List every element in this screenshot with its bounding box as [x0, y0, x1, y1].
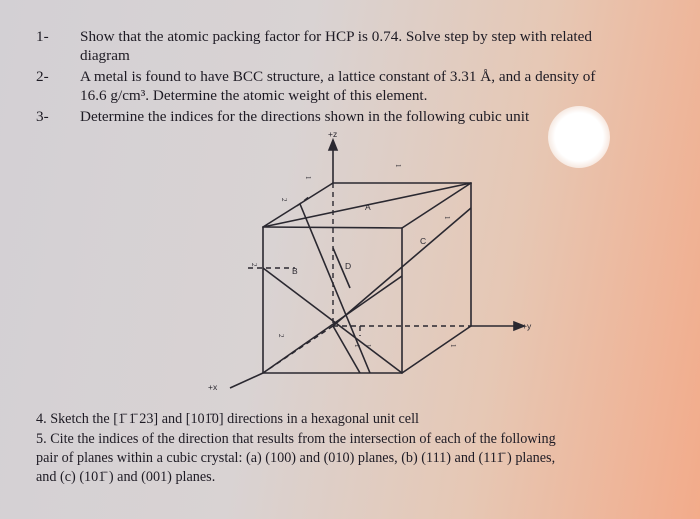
- cubic-unit-cell-diagram: [200, 128, 545, 403]
- axis-label-y: +y: [522, 321, 532, 331]
- fraction-label: [394, 164, 402, 168]
- z-axis-arrow: [329, 140, 337, 150]
- direction-d2: [263, 276, 402, 373]
- question-number: 2-: [36, 68, 49, 85]
- fraction-label: [280, 198, 288, 202]
- question-5-line-2: pair of planes within a cubic crystal: (a) (100) and (010) planes, (b) (111) and (111̄ ) planes,: [36, 450, 556, 466]
- question-text: Determine the indices for the directions shown in the following cubic unit: [80, 108, 530, 125]
- fraction-label: [250, 263, 258, 267]
- fraction-label: [364, 344, 372, 348]
- question-text: Show that the atomic packing factor for HCP is 0.74. Solve step by step with related: [80, 28, 592, 45]
- cube-edge: [402, 326, 471, 373]
- x-axis: [230, 373, 263, 388]
- question-number: 1-: [36, 28, 49, 45]
- svg-text:1: 1: [304, 176, 312, 180]
- axis-label-x: +x: [208, 382, 218, 392]
- question-text: 16.6 g/cm³. Determine the atomic weight of this element.: [80, 87, 428, 104]
- svg-text:1: 1: [353, 344, 361, 348]
- fraction-label: [304, 176, 312, 180]
- svg-text:2: 2: [250, 263, 258, 267]
- direction-e: [333, 326, 360, 373]
- fraction-label: [449, 344, 457, 348]
- fraction-label: [353, 344, 361, 348]
- direction-a: [300, 204, 370, 373]
- question-text: A metal is found to have BCC structure, a lattice constant of 3.31 Å, and a density of: [80, 68, 596, 85]
- question-5-line-1: 5. Cite the indices of the direction that results from the intersection of each of the following: [36, 431, 556, 447]
- fraction-label: [277, 334, 285, 338]
- fraction-label: [443, 216, 451, 220]
- svg-text:1: 1: [364, 344, 372, 348]
- question-number: 3-: [36, 108, 49, 125]
- question-5-line-3: and (c) (101̄ ) and (001) planes.: [36, 469, 216, 485]
- svg-text:1: 1: [449, 344, 457, 348]
- point-label-d: D: [345, 261, 352, 271]
- svg-text:1: 1: [394, 164, 402, 168]
- point-label-b: B: [292, 266, 298, 276]
- point-label-c: C: [420, 236, 427, 246]
- axis-label-z: +z: [328, 129, 338, 139]
- svg-text:2: 2: [277, 334, 285, 338]
- svg-text:1: 1: [443, 216, 451, 220]
- question-text: diagram: [80, 47, 130, 64]
- photo-glare: [548, 106, 610, 168]
- svg-text:2: 2: [280, 198, 288, 202]
- cube-edge: [263, 227, 402, 228]
- point-label-a: A: [365, 202, 371, 212]
- question-4: 4. Sketch the [1̄ 1̄ 23] and [101̄0] directions in a hexagonal unit cell: [36, 411, 419, 427]
